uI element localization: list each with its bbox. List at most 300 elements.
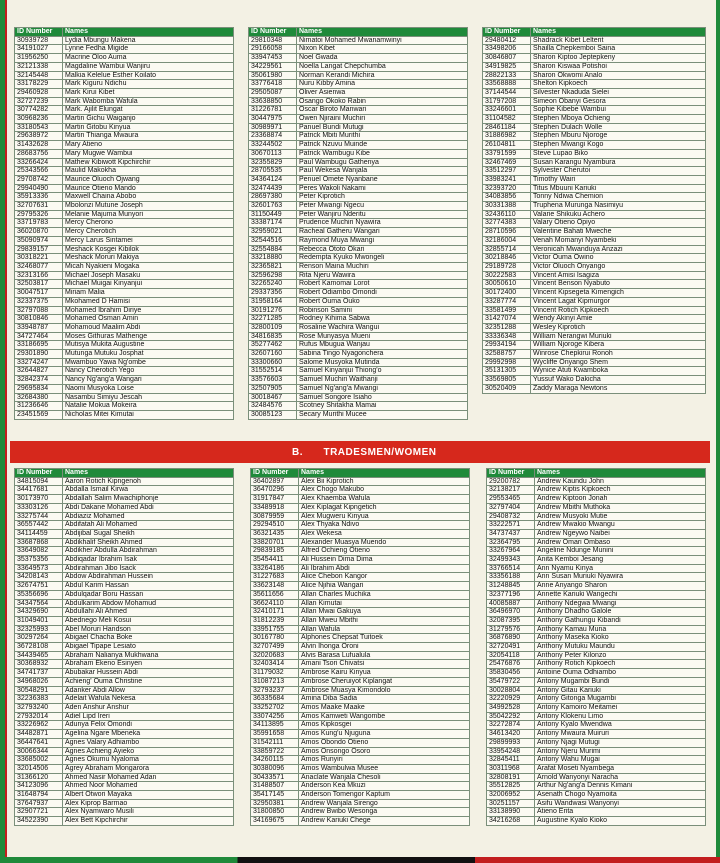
table-row bbox=[15, 341, 234, 350]
id-number-cell: 35042292 bbox=[487, 712, 535, 721]
name-cell: Adelait Wafula Nekesa bbox=[63, 695, 234, 704]
name-cell: Stephen Mboya Ochieng bbox=[531, 115, 706, 124]
table-row bbox=[483, 289, 706, 298]
id-number-header: ID Number bbox=[483, 28, 531, 37]
name-cell: Sharon Kiptoo Jeptepkeny bbox=[531, 54, 706, 63]
table-row bbox=[249, 254, 468, 263]
table-row bbox=[15, 167, 234, 176]
name-cell: Anthony Rotich Kipkoech bbox=[535, 660, 706, 669]
name-cell: Mohamed Ibrahim Diriye bbox=[63, 306, 234, 315]
name-cell: Mutunga Mutuku Josphat bbox=[63, 350, 234, 359]
id-number-cell: 33512297 bbox=[483, 167, 531, 176]
name-cell: Andrew Mbithi Muthoka bbox=[535, 503, 706, 512]
name-cell: Nancy Ng'ang'a Wangari bbox=[63, 376, 234, 385]
table-row bbox=[487, 738, 706, 747]
name-cell: Alex Bett Kipchirchir bbox=[63, 817, 234, 826]
table-row bbox=[251, 721, 470, 730]
id-number-cell: 32355829 bbox=[249, 158, 297, 167]
id-number-cell: 32271285 bbox=[249, 315, 297, 324]
name-cell: Abdulqadar Boru Hassan bbox=[63, 590, 234, 599]
name-cell: Melanie Majuma Munyori bbox=[63, 210, 234, 219]
id-number-cell: 33951755 bbox=[251, 625, 299, 634]
id-number-cell: 35090974 bbox=[15, 236, 63, 245]
id-number-cell: 32325993 bbox=[15, 625, 63, 634]
name-cell: Raymond Muya Mwangi bbox=[297, 236, 468, 245]
table-row bbox=[15, 45, 234, 54]
name-cell: Andrew Ngeywo Naibei bbox=[535, 529, 706, 538]
name-cell: Ambrose Kairu Kinyua bbox=[299, 669, 470, 678]
name-cell: Annette Kariuki Wangechi bbox=[535, 590, 706, 599]
id-number-cell: 33274247 bbox=[15, 358, 63, 367]
id-number-cell: 31226781 bbox=[249, 106, 297, 115]
id-number-cell: 34741737 bbox=[15, 669, 63, 678]
table-row bbox=[487, 669, 706, 678]
name-cell: Anthony Ndegwa Mwangi bbox=[535, 599, 706, 608]
id-number-cell: 31427074 bbox=[483, 315, 531, 324]
id-number-cell: 33776418 bbox=[249, 80, 297, 89]
id-number-cell: 32507905 bbox=[249, 384, 297, 393]
id-number-cell: 31917847 bbox=[251, 495, 299, 504]
table-row bbox=[249, 210, 468, 219]
table-row bbox=[249, 341, 468, 350]
table-row bbox=[483, 280, 706, 289]
id-number-cell: 33766514 bbox=[487, 564, 535, 573]
table-row bbox=[15, 512, 234, 521]
name-cell: Alice Njihia Wangari bbox=[299, 582, 470, 591]
id-number-cell: 34191027 bbox=[15, 45, 63, 54]
name-cell: Alex Thyaka Ndivo bbox=[299, 521, 470, 530]
name-cell: Rita Njeru Wawira bbox=[297, 271, 468, 280]
table-row bbox=[487, 730, 706, 739]
name-cell: Mark Wabomba Wafula bbox=[63, 97, 234, 106]
name-cell: Andrew Kiptis Kipkoech bbox=[535, 486, 706, 495]
id-number-cell: 36876890 bbox=[487, 634, 535, 643]
name-cell: Meshack Moruri Makiya bbox=[63, 254, 234, 263]
id-number-cell: 33246601 bbox=[483, 106, 531, 115]
table-row bbox=[487, 608, 706, 617]
id-number-cell: 36728108 bbox=[15, 643, 63, 652]
id-number-cell: 36496970 bbox=[487, 608, 535, 617]
table-header-row bbox=[249, 28, 468, 37]
table-row bbox=[15, 62, 234, 71]
name-cell: Lydia Mbungu Makena bbox=[63, 36, 234, 45]
names-header: Names bbox=[63, 469, 234, 478]
name-cell: Allan Charles Muchika bbox=[299, 590, 470, 599]
id-number-cell: 32054118 bbox=[487, 651, 535, 660]
id-number-cell: 30331388 bbox=[483, 202, 531, 211]
name-cell: Adiel Lipd Ireri bbox=[63, 712, 234, 721]
table-row bbox=[15, 376, 234, 385]
table-row bbox=[15, 503, 234, 512]
name-cell: Wycliffe Onyango Shem bbox=[531, 358, 706, 367]
id-number-cell: 30939728 bbox=[15, 36, 63, 45]
table-row bbox=[15, 573, 234, 582]
id-number-cell: 31648794 bbox=[15, 791, 63, 800]
table-row bbox=[15, 289, 234, 298]
table-row bbox=[487, 503, 706, 512]
table-row bbox=[15, 556, 234, 565]
name-cell: Antony Kamoiro Meitamei bbox=[535, 703, 706, 712]
table-row bbox=[15, 608, 234, 617]
table-row bbox=[483, 358, 706, 367]
name-cell: Timothy Wairi bbox=[531, 175, 706, 184]
id-number-cell: 29638972 bbox=[15, 132, 63, 141]
id-number-cell: 30879959 bbox=[251, 512, 299, 521]
id-number-cell: 31179032 bbox=[251, 669, 299, 678]
name-cell: Abdikher Abdulla Abdirahman bbox=[63, 547, 234, 556]
name-cell: Abdirahman Jibo Isack bbox=[63, 564, 234, 573]
name-cell: Agnes Achieng Ayieko bbox=[63, 747, 234, 756]
name-cell: Abel Moruri Handson bbox=[63, 625, 234, 634]
names-header: Names bbox=[63, 28, 234, 37]
name-cell: Anthony Peter Kilonzo bbox=[535, 651, 706, 660]
table-row bbox=[249, 36, 468, 45]
name-cell: Rebecca Ototo Okari bbox=[297, 245, 468, 254]
table-header-row bbox=[483, 28, 706, 37]
id-number-cell: 32674751 bbox=[15, 582, 63, 591]
id-number-header: ID Number bbox=[15, 469, 63, 478]
id-number-cell: 30251157 bbox=[487, 799, 535, 808]
id-number-cell: 29839185 bbox=[251, 547, 299, 556]
table-header-row bbox=[15, 28, 234, 37]
table-row bbox=[487, 695, 706, 704]
id-number-cell: 30520409 bbox=[483, 384, 531, 393]
table-row bbox=[15, 651, 234, 660]
table-row bbox=[15, 315, 234, 324]
id-number-cell: 35512825 bbox=[487, 782, 535, 791]
table-row bbox=[15, 123, 234, 132]
table-row bbox=[251, 712, 470, 721]
id-number-cell: 34329690 bbox=[15, 608, 63, 617]
name-cell: Alex Wekesa bbox=[299, 529, 470, 538]
id-number-cell: 31956250 bbox=[15, 54, 63, 63]
table-row bbox=[483, 149, 706, 158]
name-cell: Amina Diba Sadia bbox=[299, 695, 470, 704]
table-row bbox=[15, 271, 234, 280]
id-number-cell: 34229561 bbox=[249, 62, 297, 71]
table-row bbox=[249, 54, 468, 63]
table-row bbox=[15, 712, 234, 721]
name-cell: Amos Obondo Otieno bbox=[299, 738, 470, 747]
name-cell: Samuel Muchiri Waithanji bbox=[297, 376, 468, 385]
id-number-cell: 30968236 bbox=[15, 115, 63, 124]
table-row bbox=[251, 608, 470, 617]
table-row bbox=[483, 262, 706, 271]
name-cell: Rose Munyasya Mueni bbox=[297, 332, 468, 341]
name-cell: Peter Wanjiru Nderitu bbox=[297, 210, 468, 219]
id-number-cell: 29810348 bbox=[249, 36, 297, 45]
id-number-cell: 32468077 bbox=[15, 262, 63, 271]
name-cell: Amos Kamweti Wangombe bbox=[299, 712, 470, 721]
name-cell: Vincent Benson Nyabuto bbox=[531, 280, 706, 289]
id-number-cell: 31797208 bbox=[483, 97, 531, 106]
name-cell: Maxwell Chaina Abobo bbox=[63, 193, 234, 202]
id-number-cell: 31886982 bbox=[483, 132, 531, 141]
table-row bbox=[15, 703, 234, 712]
names-table-top-1 bbox=[14, 27, 234, 420]
name-cell: Zaddy Maraga Newtons bbox=[531, 384, 706, 393]
table-row bbox=[487, 564, 706, 573]
name-cell: Alex Chogo Makubo bbox=[299, 486, 470, 495]
id-number-cell: 33287774 bbox=[483, 297, 531, 306]
table-row bbox=[249, 297, 468, 306]
names-header: Names bbox=[531, 28, 706, 37]
table-row bbox=[487, 791, 706, 800]
table-row bbox=[487, 712, 706, 721]
name-cell: Nancy Cherotich Yego bbox=[63, 367, 234, 376]
id-number-cell: 37647937 bbox=[15, 799, 63, 808]
id-number-cell: 32467469 bbox=[483, 158, 531, 167]
table-row bbox=[15, 358, 234, 367]
table-row bbox=[249, 141, 468, 150]
table-row bbox=[487, 799, 706, 808]
id-number-cell: 35417145 bbox=[251, 791, 299, 800]
table-row bbox=[487, 643, 706, 652]
id-number-cell: 25343566 bbox=[15, 167, 63, 176]
name-cell: Winrose Chepkirui Ronoh bbox=[531, 350, 706, 359]
id-number-cell: 33954248 bbox=[487, 747, 535, 756]
name-cell: Lynne Fedha Migide bbox=[63, 45, 234, 54]
table-row bbox=[15, 262, 234, 271]
table-row bbox=[249, 289, 468, 298]
name-cell: Allan Mweu Mbithi bbox=[299, 616, 470, 625]
id-number-cell: 29934194 bbox=[483, 341, 531, 350]
id-number-cell: 36402897 bbox=[251, 477, 299, 486]
table-row bbox=[15, 384, 234, 393]
name-cell: Robert Odiambo Omondi bbox=[297, 289, 468, 298]
id-number-cell: 34113895 bbox=[251, 721, 299, 730]
table-row bbox=[15, 219, 234, 228]
name-cell: Andrew Wanjala Sirengo bbox=[299, 799, 470, 808]
id-number-cell: 33275744 bbox=[15, 512, 63, 521]
id-number-cell: 32596298 bbox=[249, 271, 297, 280]
table-row bbox=[15, 521, 234, 530]
names-table-bottom-2 bbox=[250, 468, 470, 826]
id-number-cell: 32544516 bbox=[249, 236, 297, 245]
name-cell: Mwambuo Yawa Ng'ombe bbox=[63, 358, 234, 367]
name-cell: Rufus Mbugua Wanjau bbox=[297, 341, 468, 350]
table-row bbox=[483, 341, 706, 350]
id-number-cell: 32265240 bbox=[249, 280, 297, 289]
name-cell: Peres Wakoli Nakami bbox=[297, 184, 468, 193]
name-cell: Asifu Wandwasi Wanyonyi bbox=[535, 799, 706, 808]
name-cell: Abdifatah Ali Mohamed bbox=[63, 521, 234, 530]
table-row bbox=[251, 556, 470, 565]
id-number-cell: 31236646 bbox=[15, 402, 63, 411]
id-number-cell: 35356696 bbox=[15, 590, 63, 599]
name-cell: Vincent Lagat Kipmurgor bbox=[531, 297, 706, 306]
name-cell: Samuel Kinyanjui Thiong'o bbox=[297, 367, 468, 376]
id-number-cell: 40085887 bbox=[487, 599, 535, 608]
name-cell: Micah Nyakieni Mogaka bbox=[63, 262, 234, 271]
table-row bbox=[483, 228, 706, 237]
table-row bbox=[15, 402, 234, 411]
table-row bbox=[483, 141, 706, 150]
name-cell: Abdow Abdirahman Hussein bbox=[63, 573, 234, 582]
table-row bbox=[15, 175, 234, 184]
id-number-cell: 30018467 bbox=[249, 393, 297, 402]
name-cell: Ambrose Muasya Kimondolo bbox=[299, 686, 470, 695]
table-row bbox=[15, 756, 234, 765]
name-cell: Allan Kimutai bbox=[299, 599, 470, 608]
table-row bbox=[483, 332, 706, 341]
name-cell: Secary Murithi Mucee bbox=[297, 410, 468, 419]
id-number-cell: 32145448 bbox=[15, 71, 63, 80]
id-number-cell: 37144544 bbox=[483, 88, 531, 97]
name-cell: Wendy Akinyi Amie bbox=[531, 315, 706, 324]
name-cell: Redempta Kyuko Mwongeli bbox=[297, 254, 468, 263]
name-cell: Alex Mugweru Kinyua bbox=[299, 512, 470, 521]
table-row bbox=[15, 634, 234, 643]
name-cell: Ahmed Nasir Mohamed Adan bbox=[63, 773, 234, 782]
name-cell: Ahmed Noor Mohamed bbox=[63, 782, 234, 791]
name-cell: Rodney Kihima Sabwa bbox=[297, 315, 468, 324]
table-row bbox=[251, 512, 470, 521]
id-number-cell: 35991658 bbox=[251, 730, 299, 739]
names-header: Names bbox=[535, 469, 706, 478]
id-number-cell: 31279576 bbox=[487, 625, 535, 634]
table-row bbox=[15, 332, 234, 341]
table-row bbox=[251, 764, 470, 773]
name-cell: Augustine Kyalo Kioko bbox=[535, 817, 706, 826]
id-number-cell: 32436110 bbox=[483, 210, 531, 219]
table-row bbox=[15, 297, 234, 306]
name-cell: Antony Wahu Mugai bbox=[535, 756, 706, 765]
table-row bbox=[15, 721, 234, 730]
table-row bbox=[487, 677, 706, 686]
id-number-cell: 32377196 bbox=[487, 590, 535, 599]
table-row bbox=[251, 564, 470, 573]
name-cell: Abdiaziz Mohamed bbox=[63, 512, 234, 521]
id-number-cell: 31049401 bbox=[15, 616, 63, 625]
id-number-cell: 33244502 bbox=[249, 141, 297, 150]
table-row bbox=[483, 367, 706, 376]
name-cell: Martin Gitobu Kinyua bbox=[63, 123, 234, 132]
name-cell: Penuel Omete Nyanbane bbox=[297, 175, 468, 184]
id-number-cell: 32499343 bbox=[487, 556, 535, 565]
id-number-cell: 33178229 bbox=[15, 80, 63, 89]
table-header-row bbox=[487, 469, 706, 478]
name-cell: William Njoroge Kibera bbox=[531, 341, 706, 350]
name-cell: William Nerangwi Muriuki bbox=[531, 332, 706, 341]
table-row bbox=[487, 721, 706, 730]
section-letter: B. bbox=[292, 446, 303, 458]
id-number-cell: 33820701 bbox=[251, 538, 299, 547]
name-cell: Robinson Samini bbox=[297, 306, 468, 315]
name-cell: Agelina Ngare Mbeneka bbox=[63, 730, 234, 739]
id-number-cell: 32351288 bbox=[483, 323, 531, 332]
table-row bbox=[249, 306, 468, 315]
table-row bbox=[487, 764, 706, 773]
name-cell: Abednego Meli Kosui bbox=[63, 616, 234, 625]
id-number-cell: 34208143 bbox=[15, 573, 63, 582]
id-number-cell: 28683756 bbox=[15, 149, 63, 158]
name-cell: Vincent Amisi Isagiza bbox=[531, 271, 706, 280]
table-row bbox=[15, 367, 234, 376]
table-row bbox=[15, 393, 234, 402]
id-number-cell: 29992998 bbox=[483, 358, 531, 367]
name-cell: Vincent Rotich Kipkoech bbox=[531, 306, 706, 315]
name-cell: Robert Kamomai Lorot bbox=[297, 280, 468, 289]
id-number-cell: 32313166 bbox=[15, 271, 63, 280]
name-cell: Mary Atieno bbox=[63, 141, 234, 150]
id-number-cell: 33859722 bbox=[251, 747, 299, 756]
id-number-header: ID Number bbox=[487, 469, 535, 478]
table-row bbox=[15, 132, 234, 141]
name-cell: Andrew Kiptoon Jonah bbox=[535, 495, 706, 504]
table-row bbox=[483, 132, 706, 141]
name-cell: Patrick Nzuvu Muinde bbox=[297, 141, 468, 150]
name-cell: Mercy Cherono bbox=[63, 219, 234, 228]
table-row bbox=[487, 486, 706, 495]
id-number-cell: 29189728 bbox=[483, 262, 531, 271]
name-cell: Paul Wambugu Gathenya bbox=[297, 158, 468, 167]
id-number-cell: 36447641 bbox=[15, 738, 63, 747]
name-cell: Amos Maake Maake bbox=[299, 703, 470, 712]
id-number-cell: 31800850 bbox=[251, 808, 299, 817]
table-row bbox=[15, 141, 234, 150]
table-row bbox=[483, 62, 706, 71]
id-number-cell: 33947453 bbox=[249, 54, 297, 63]
table-row bbox=[251, 799, 470, 808]
table-row bbox=[487, 703, 706, 712]
id-number-cell: 32793237 bbox=[251, 686, 299, 695]
table-row bbox=[251, 677, 470, 686]
table-row bbox=[15, 695, 234, 704]
id-number-cell: 30846807 bbox=[483, 54, 531, 63]
table-row bbox=[251, 651, 470, 660]
id-number-cell: 33948787 bbox=[15, 323, 63, 332]
name-cell: Mercy Cherotich bbox=[63, 228, 234, 237]
id-number-cell: 32950381 bbox=[251, 799, 299, 808]
table-row bbox=[487, 808, 706, 817]
table-row bbox=[249, 219, 468, 228]
name-cell: Patrick Mbiti Murithi bbox=[297, 132, 468, 141]
id-number-cell: 32707631 bbox=[15, 202, 63, 211]
table-row bbox=[487, 651, 706, 660]
id-number-cell: 29505087 bbox=[249, 88, 297, 97]
id-number-cell: 30433571 bbox=[251, 773, 299, 782]
id-number-cell: 33685002 bbox=[15, 756, 63, 765]
id-number-cell: 27932014 bbox=[15, 712, 63, 721]
name-cell: Ann Susan Muriuki Nyawira bbox=[535, 573, 706, 582]
id-number-cell: 29940490 bbox=[15, 184, 63, 193]
name-cell: Truphena Murunga Nasimiyu bbox=[531, 202, 706, 211]
table-row bbox=[249, 236, 468, 245]
id-number-cell: 34260115 bbox=[251, 756, 299, 765]
name-cell: Prudence Muchiri Nyawira bbox=[297, 219, 468, 228]
name-cell: Maulid Makokha bbox=[63, 167, 234, 176]
table-row bbox=[249, 358, 468, 367]
name-cell: Noella Langat Chepchumba bbox=[297, 62, 468, 71]
table-row bbox=[15, 643, 234, 652]
table-row bbox=[487, 747, 706, 756]
id-number-cell: 33218880 bbox=[249, 254, 297, 263]
table-row bbox=[15, 477, 234, 486]
table-row bbox=[251, 521, 470, 530]
table-row bbox=[251, 669, 470, 678]
table-row bbox=[249, 123, 468, 132]
id-number-cell: 30050610 bbox=[483, 280, 531, 289]
table-row bbox=[251, 756, 470, 765]
name-cell: Anthony Gathungu Kibandi bbox=[535, 616, 706, 625]
table-row bbox=[483, 71, 706, 80]
name-cell: Stephen Mburu Njoroge bbox=[531, 132, 706, 141]
table-row bbox=[15, 764, 234, 773]
id-number-cell: 34919825 bbox=[483, 62, 531, 71]
table-row bbox=[251, 616, 470, 625]
name-cell: Anita Kemboi Jesang bbox=[535, 556, 706, 565]
